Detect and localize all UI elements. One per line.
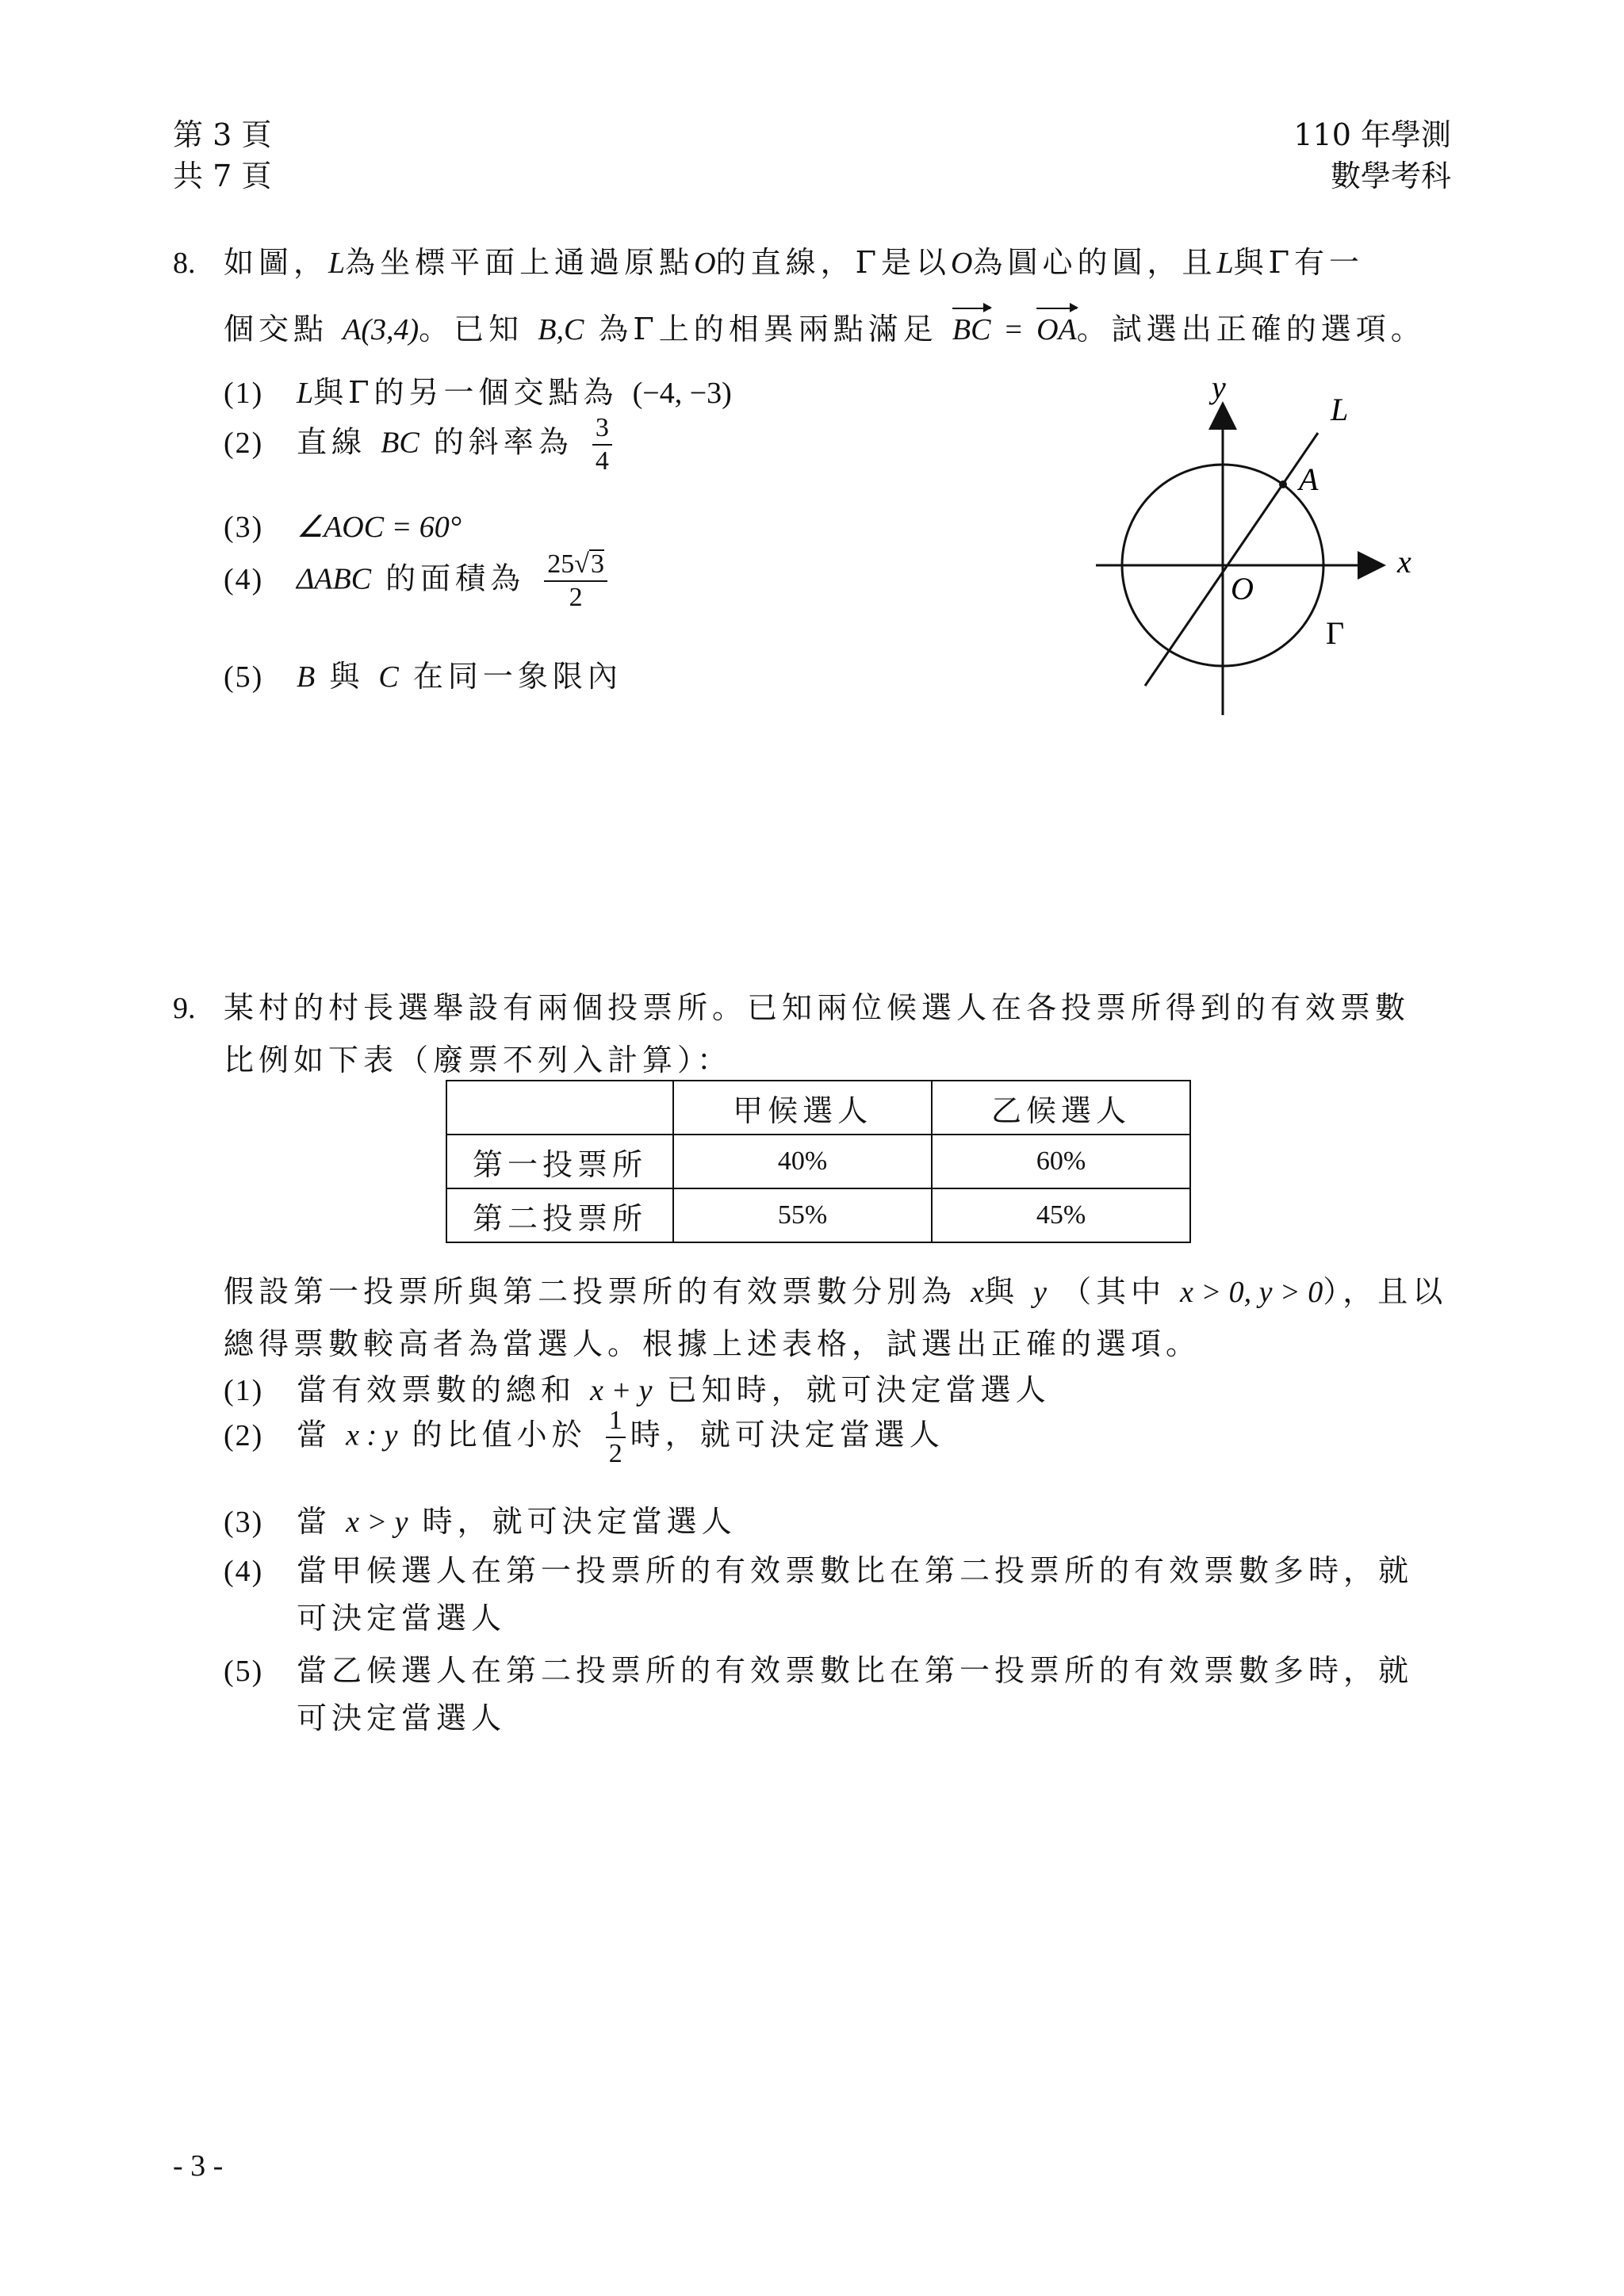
numerator-coefficient: 25	[547, 549, 575, 579]
triangle-ABC: ΔABC	[297, 562, 372, 596]
option-label: (5)	[224, 1655, 264, 1688]
q8-circle-figure	[1086, 365, 1419, 737]
option-text: 時，就可決定當選人	[630, 1417, 944, 1452]
option-text: 在同一象限內	[412, 659, 622, 694]
q8-option-5	[224, 652, 622, 695]
q8-stem-line1	[173, 238, 1364, 281]
gamma-label: Γ	[1326, 615, 1345, 651]
page-indicator: 第 3 頁	[173, 117, 272, 152]
var-C: C	[378, 660, 399, 694]
denominator: 2	[569, 583, 583, 612]
origin-O-label: O	[1231, 571, 1254, 607]
q9-option-4	[224, 1546, 1413, 1590]
var-B: B	[297, 660, 316, 694]
equals-sign: =	[1005, 313, 1022, 346]
q9-stem-line1	[173, 983, 1410, 1027]
header-left	[173, 114, 271, 197]
q9-assumption-line1	[224, 1267, 1447, 1311]
var-BC: BC	[381, 426, 419, 460]
condition-expression: x > 0, y > 0	[1180, 1276, 1323, 1309]
q8-text: 的直線，Γ是以	[715, 245, 951, 280]
angle-expression: ∠AOC = 60°	[297, 511, 462, 544]
option-label: (2)	[224, 426, 264, 460]
option-text: 與Γ的另一個交點為	[313, 375, 619, 410]
q8-text: 。已知	[419, 312, 524, 346]
vector-OA: OA	[1036, 313, 1077, 346]
point-coords: (−4, −3)	[632, 377, 732, 410]
var-x: x	[971, 1276, 984, 1309]
option-text: 當有效票數的總和	[297, 1372, 576, 1407]
table-cell: 40%	[673, 1135, 932, 1188]
q8-stem-line2	[224, 304, 1426, 348]
q8-points-BC: B,C	[538, 313, 584, 346]
expression-compare: x > y	[346, 1506, 408, 1539]
q8-var-L: L	[328, 247, 346, 280]
sqrt-icon: √	[574, 549, 589, 579]
option-label: (2)	[224, 1418, 264, 1452]
vote-ratio-table	[446, 1080, 1191, 1243]
option-text: 當乙候選人在第二投票所的有效票數比在第一投票所的有效票數多時，就	[297, 1653, 1414, 1688]
line-L-label: L	[1331, 392, 1349, 427]
table-cell: 45%	[932, 1188, 1190, 1242]
q9-number: 9.	[173, 992, 196, 1025]
q9-text: ），且以	[1323, 1274, 1448, 1309]
point-A-dot	[1279, 480, 1287, 488]
option-text: 直線	[297, 424, 367, 460]
fraction-three-quarters	[592, 412, 612, 477]
total-pages: 共 7 頁	[173, 159, 272, 193]
q8-text: 個交點	[224, 312, 329, 346]
q8-option-3	[224, 509, 462, 545]
q9-stem-line2: 比例如下表（廢票不列入計算）：	[224, 1043, 733, 1077]
numerator	[544, 549, 607, 582]
header-right	[1293, 114, 1451, 197]
option-text: 當	[297, 1504, 332, 1539]
fraction-one-half	[606, 1405, 626, 1470]
option-label: (3)	[224, 1506, 264, 1539]
table-header-cell: 乙候選人	[932, 1081, 1190, 1135]
fraction-area	[544, 549, 607, 614]
option-text: 的面積為	[385, 561, 526, 596]
vector-BC: BC	[952, 313, 991, 346]
q9-option-3	[224, 1497, 737, 1540]
q8-var-L: L	[1216, 247, 1234, 280]
option-label: (1)	[224, 1374, 264, 1407]
option-label: (5)	[224, 660, 264, 694]
q9-text: 與	[983, 1274, 1019, 1309]
y-axis-label: y	[1212, 369, 1226, 405]
exam-year: 110 年學測	[1293, 117, 1451, 152]
option-label: (1)	[224, 377, 264, 410]
q8-text: 為坐標平面上通過原點	[345, 245, 695, 280]
table-header-row	[446, 1081, 1190, 1135]
line-L	[1145, 433, 1318, 686]
q8-point-A: A(3,4)	[343, 313, 419, 346]
row-label: 第一投票所	[446, 1135, 673, 1188]
option-text: 與	[329, 659, 365, 694]
point-A-label: A	[1299, 461, 1319, 497]
x-axis-label: x	[1397, 544, 1411, 580]
q8-option-4	[224, 549, 612, 614]
q8-text: 。試選出正確的選項。	[1076, 312, 1426, 346]
numerator: 1	[606, 1405, 626, 1438]
exam-subject: 數學考科	[1330, 159, 1451, 193]
q8-option-1	[224, 368, 732, 411]
q8-text: 與Γ有一	[1233, 245, 1364, 280]
q9-text: 假設第一投票所與第二投票所的有效票數分別為	[224, 1274, 957, 1309]
table-cell: 55%	[673, 1188, 932, 1242]
q8-option-2	[224, 412, 617, 477]
q8-number: 8.	[173, 247, 196, 280]
option-text: 已知時，就可決定當選人	[666, 1372, 1051, 1407]
q8-var-O: O	[951, 247, 973, 280]
q9-text: （其中	[1061, 1274, 1166, 1309]
expression-sum: x + y	[590, 1374, 653, 1407]
table-header-cell: 甲候選人	[673, 1081, 932, 1135]
q9-option-5	[224, 1646, 1413, 1689]
option-text: 時，就可決定當選人	[422, 1504, 737, 1539]
q9-option-1	[224, 1365, 1051, 1409]
denominator: 2	[608, 1439, 622, 1468]
page-number: - 3 -	[173, 2149, 224, 2183]
table-row	[446, 1188, 1190, 1242]
numerator: 3	[592, 412, 612, 446]
option-label: (3)	[224, 511, 264, 544]
option-label: (4)	[224, 562, 264, 596]
table-header-cell	[446, 1081, 673, 1135]
option-text: 當	[297, 1417, 332, 1452]
q8-text: 為圓心的圓，且	[972, 245, 1217, 280]
q8-text: 如圖，	[224, 245, 329, 280]
table-row	[446, 1135, 1190, 1188]
q9-text: 某村的村長選舉設有兩個投票所。已知兩位候選人在各投票所得到的有效票數	[224, 990, 1411, 1025]
q9-option-4-cont: 可決定當選人	[297, 1601, 507, 1636]
var-L: L	[297, 377, 314, 410]
q8-text: 為Γ上的相異兩點滿足	[598, 312, 938, 346]
option-text: 的斜率為	[433, 424, 573, 460]
option-text: 的比值小於	[412, 1417, 587, 1452]
q9-assumption-line2: 總得票數較高者為當選人。根據上述表格，試選出正確的選項。	[224, 1326, 1201, 1361]
q9-option-5-cont: 可決定當選人	[297, 1701, 507, 1735]
expression-ratio: x : y	[346, 1418, 398, 1452]
sqrt-radicand: 3	[590, 549, 604, 579]
q8-var-O: O	[694, 247, 716, 280]
var-y: y	[1033, 1276, 1047, 1309]
denominator: 4	[595, 446, 609, 476]
row-label: 第二投票所	[446, 1188, 673, 1242]
q9-option-2	[224, 1405, 944, 1470]
table-cell: 60%	[932, 1135, 1190, 1188]
option-text: 當甲候選人在第一投票所的有效票數比在第二投票所的有效票數多時，就	[297, 1553, 1414, 1588]
option-label: (4)	[224, 1555, 264, 1588]
